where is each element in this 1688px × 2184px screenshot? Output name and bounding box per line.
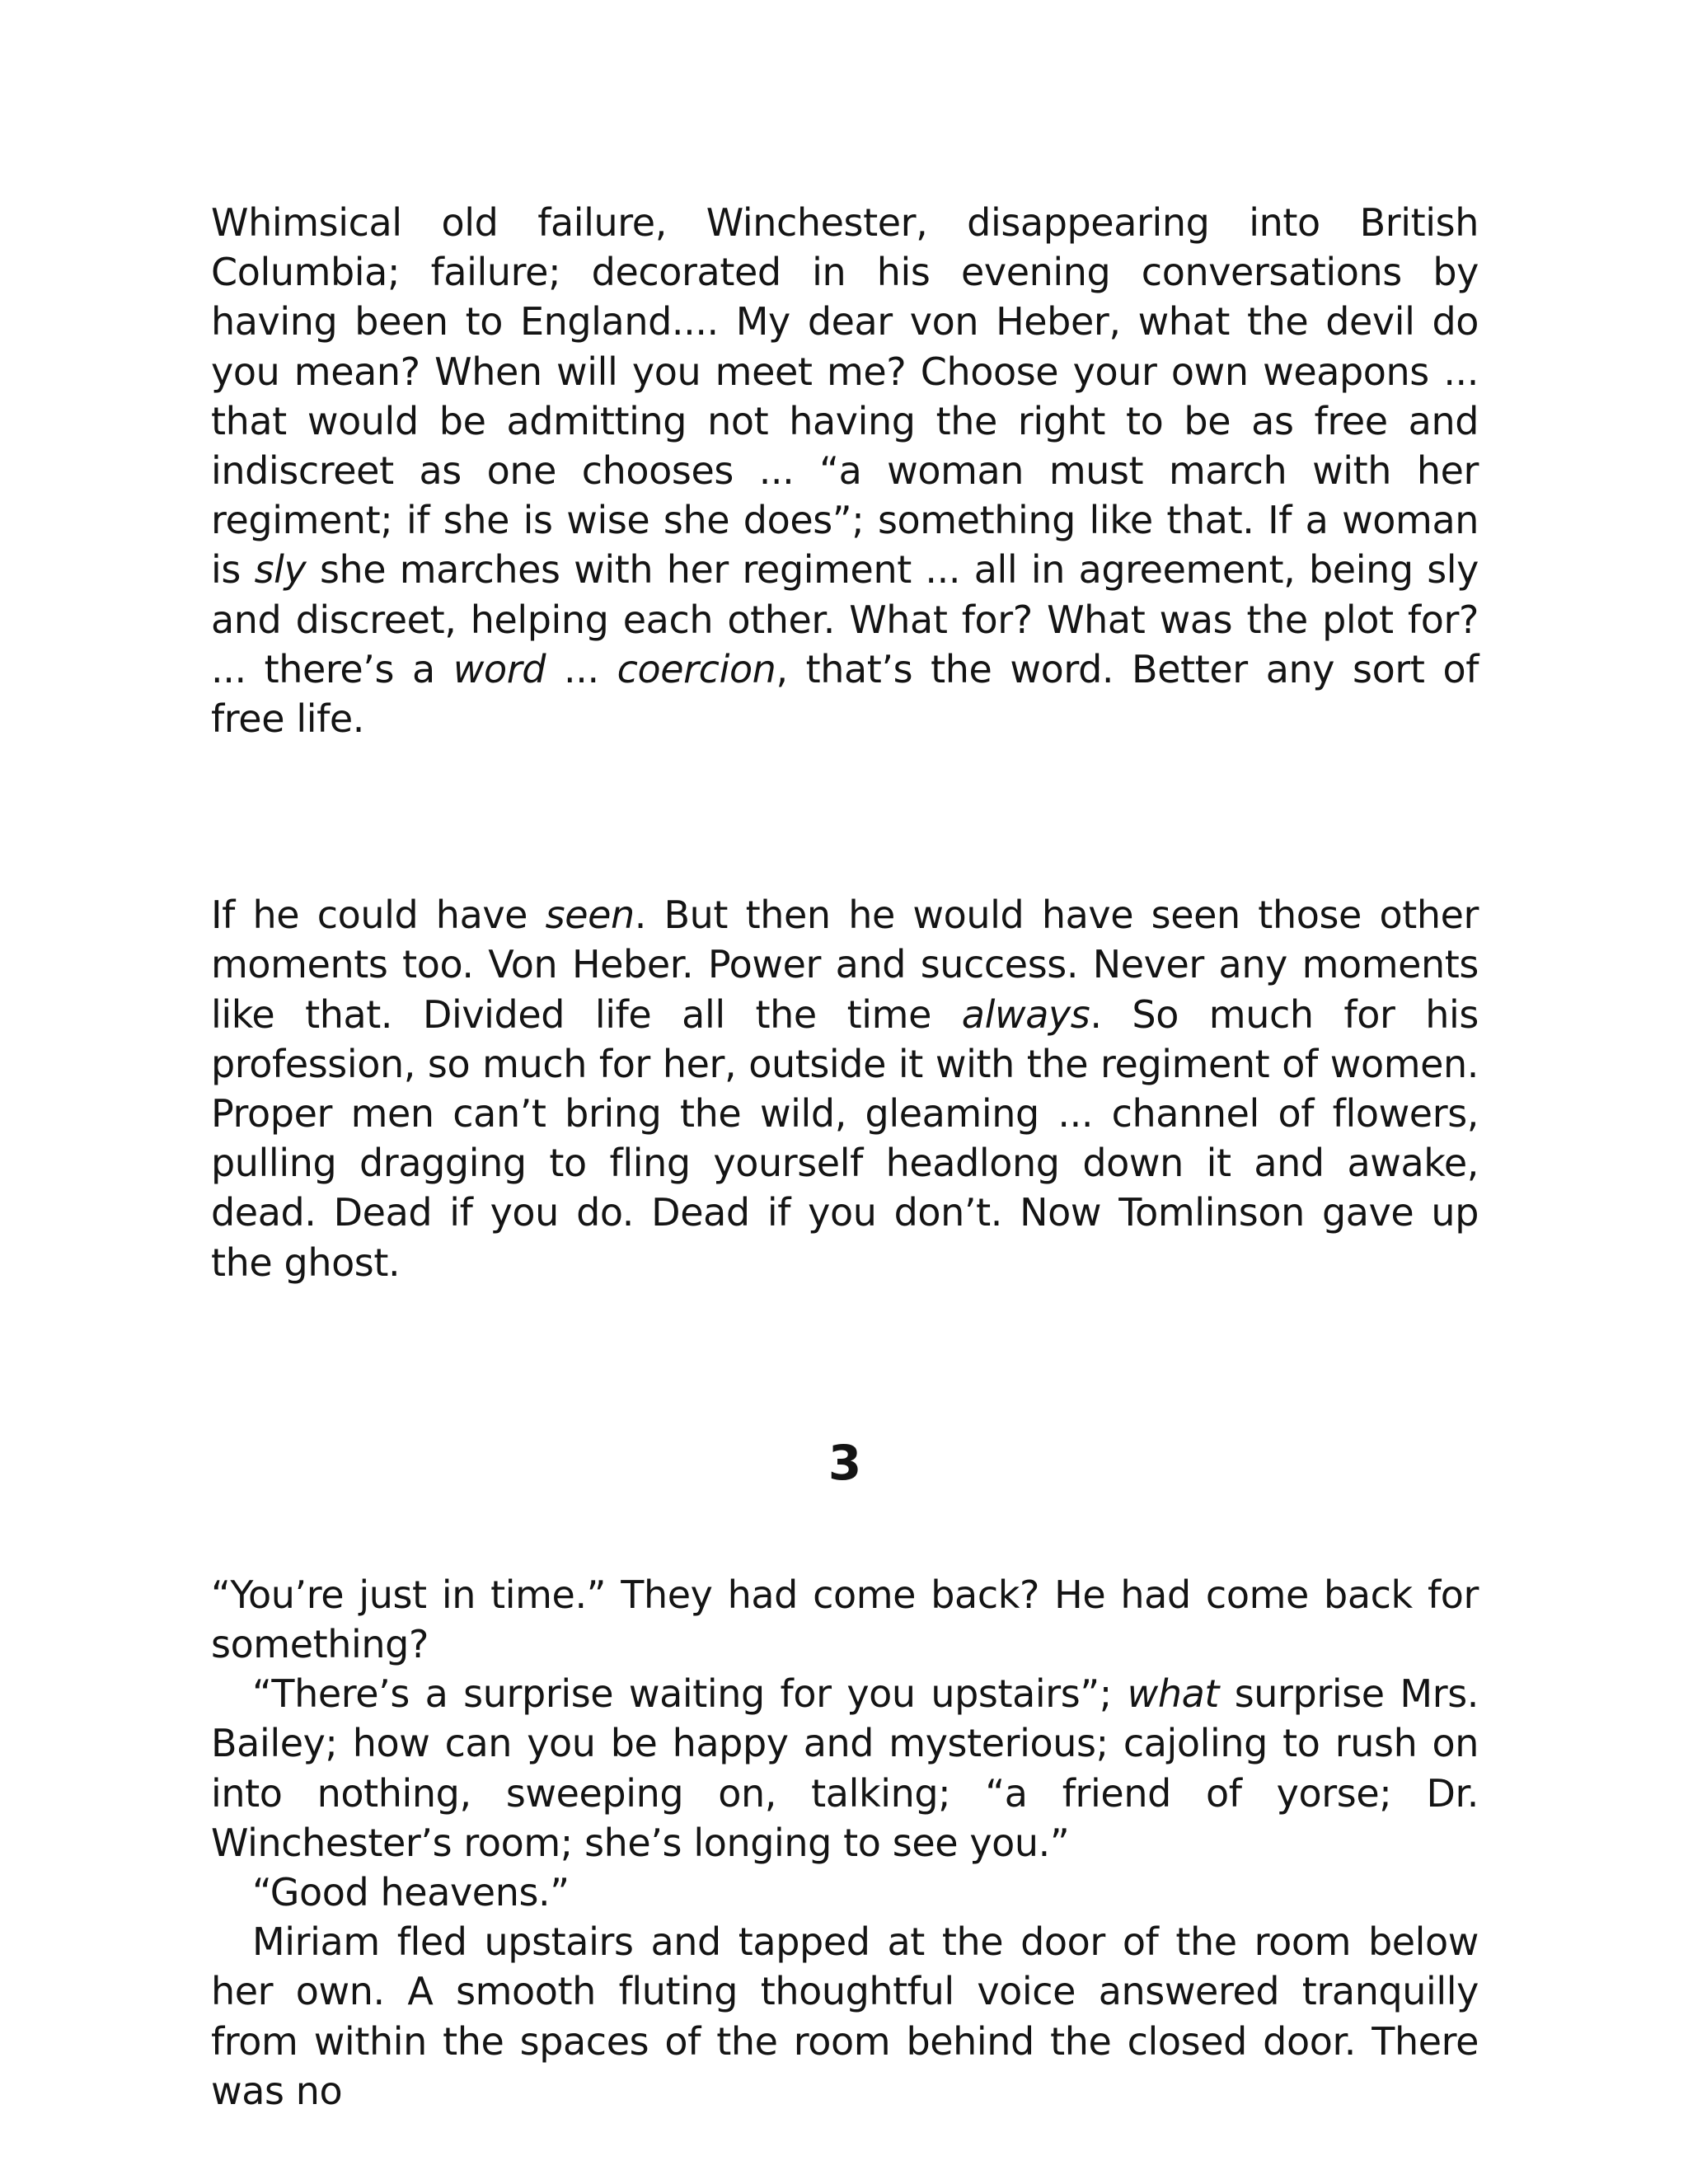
text-run: , that’s the word. Better any sort of free life. xyxy=(211,646,1479,742)
paragraph-miriam-fled xyxy=(211,1917,1479,2116)
text-run: she marches with her regiment ... all in agreement, being sly and discreet, helping each other. What for? What was the plot for? ... there’s a xyxy=(211,547,1479,691)
text-run: “There’s a surprise waiting for you upstairs”; xyxy=(252,1671,1128,1717)
italic-run: word xyxy=(452,646,546,691)
section-break xyxy=(211,743,1479,890)
book-page xyxy=(211,198,1479,2116)
text-run: “Good heavens.” xyxy=(252,1870,570,1915)
text-run: ... xyxy=(546,646,617,691)
italic-run: sly xyxy=(254,547,307,593)
chapter-heading-gap xyxy=(211,1492,1479,1570)
paragraph-winchester xyxy=(211,198,1479,743)
text-run: If he could have xyxy=(211,893,546,938)
paragraph-seen xyxy=(211,890,1479,1287)
chapter-number: 3 xyxy=(828,1434,862,1491)
text-run: Miriam fled upstairs and tapped at the door of the room below her own. A smooth fluting thoughtful voice answered tranquilly from within the spaces of the room behind the closed door. There was no xyxy=(211,1919,1479,2113)
paragraph-good-heavens xyxy=(211,1868,1479,1917)
text-run: “You’re just in time.” They had come back? He had come back for something? xyxy=(211,1572,1479,1667)
text-run: . So much for his profession, so much for her, outside it with the regiment of women. Proper men can’t bring the wild, gleaming ... channel of flowers, pulling dragging to fling yourself headlong down it and awake, dead. Dead if you do. Dead if you don’t. Now Tomlinson gave up the ghost. xyxy=(211,991,1479,1285)
paragraph-just-in-time xyxy=(211,1570,1479,1669)
italic-run: always xyxy=(961,991,1090,1037)
paragraph-surprise xyxy=(211,1669,1479,1868)
italic-run: coercion xyxy=(617,646,776,691)
text-run: surprise Mrs. Bailey; how can you be happy and mysterious; cajoling to rush on into nothing, sweeping on, talking; “a friend of yorse; Dr. Winchester’s room; she’s longing to see you.” xyxy=(211,1671,1479,1865)
italic-run: what xyxy=(1127,1671,1219,1717)
text-run: . But then he would have seen those other moments too. Von Heber. Power and success. Never any moments like that. Divided life all the time xyxy=(211,893,1479,1037)
chapter-break xyxy=(211,1287,1479,1434)
text-run: Whimsical old failure, Winchester, disappearing into British Columbia; failure; decorated in his evening conversations by having been to England.... My dear von Heber, what the devil do you mean? When will you meet me? Choose your own weapons ... that would be admitting not having the right to be as free and indiscreet as one chooses ... “a woman must march with her regiment; if she is wise she does”; something like that. If a woman is xyxy=(211,200,1479,593)
italic-run: seen xyxy=(545,893,635,938)
